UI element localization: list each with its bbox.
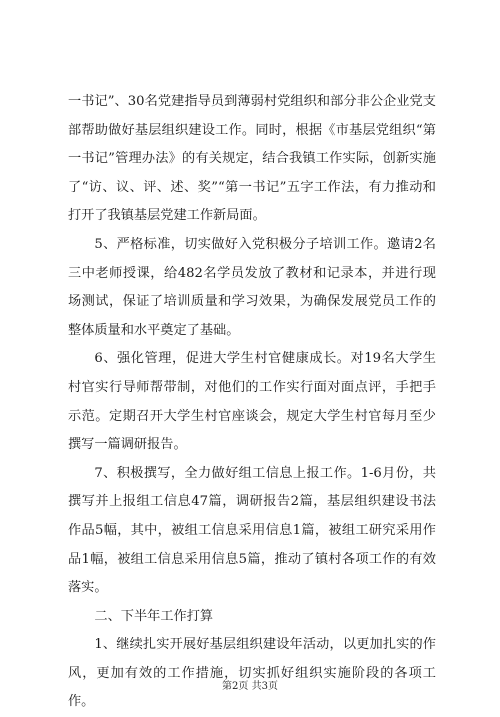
paragraph-continuation: 一书记”、30名党建指导员到薄弱村党组织和部分非公企业党支部帮助做好基层组织建设工作。同时，根据《市基层党组织“第一书记”管理办法》的有关规定，结合我镇工作实际，创新实施了“访、议、评、述、奖”“第一书记”五字工作法，有力推动和打开了我镇基层党建工作新局面。 [68,94,436,224]
paragraph-item-7: 7、积极撰写，全力做好组工信息上报工作。1-6月份，共撰写并上报组工信息47篇，调研报告2篇，基层组织建设书法作品5幅，其中，被组工信息采用信息1篇，被组工研究采用作品1幅，被组工信息采用信息5篇，推动了镇村各项工作的有效落实。 [68,465,436,596]
paragraph-plan-1: 1、继续扎实开展好基层组织建设年活动，以更加扎实的作风，更加有效的工作措施，切实抓好组织实施阶段的各项工作。 [68,637,436,710]
paragraph-item-6: 6、强化管理，促进大学生村官健康成长。对19名大学生村官实行导师帮带制，对他们的工作实行面对面点评，手把手示范。定期召开大学生村官座谈会，规定大学生村官每月至少撰写一篇调研报告。 [68,351,436,453]
page-footer: 第2页 共3页 [222,681,278,692]
document-body [68,88,436,717]
section-heading-plan: 二、下半年工作打算 [94,608,214,624]
paragraph-item-5: 5、严格标准，切实做好入党积极分子培训工作。邀请2名三中老师授课，给482名学员发放了教材和记录本，并进行现场测试，保证了培训质量和学习效果，为确保发展党员工作的整体质量和水平奠定了基础。 [68,236,436,338]
